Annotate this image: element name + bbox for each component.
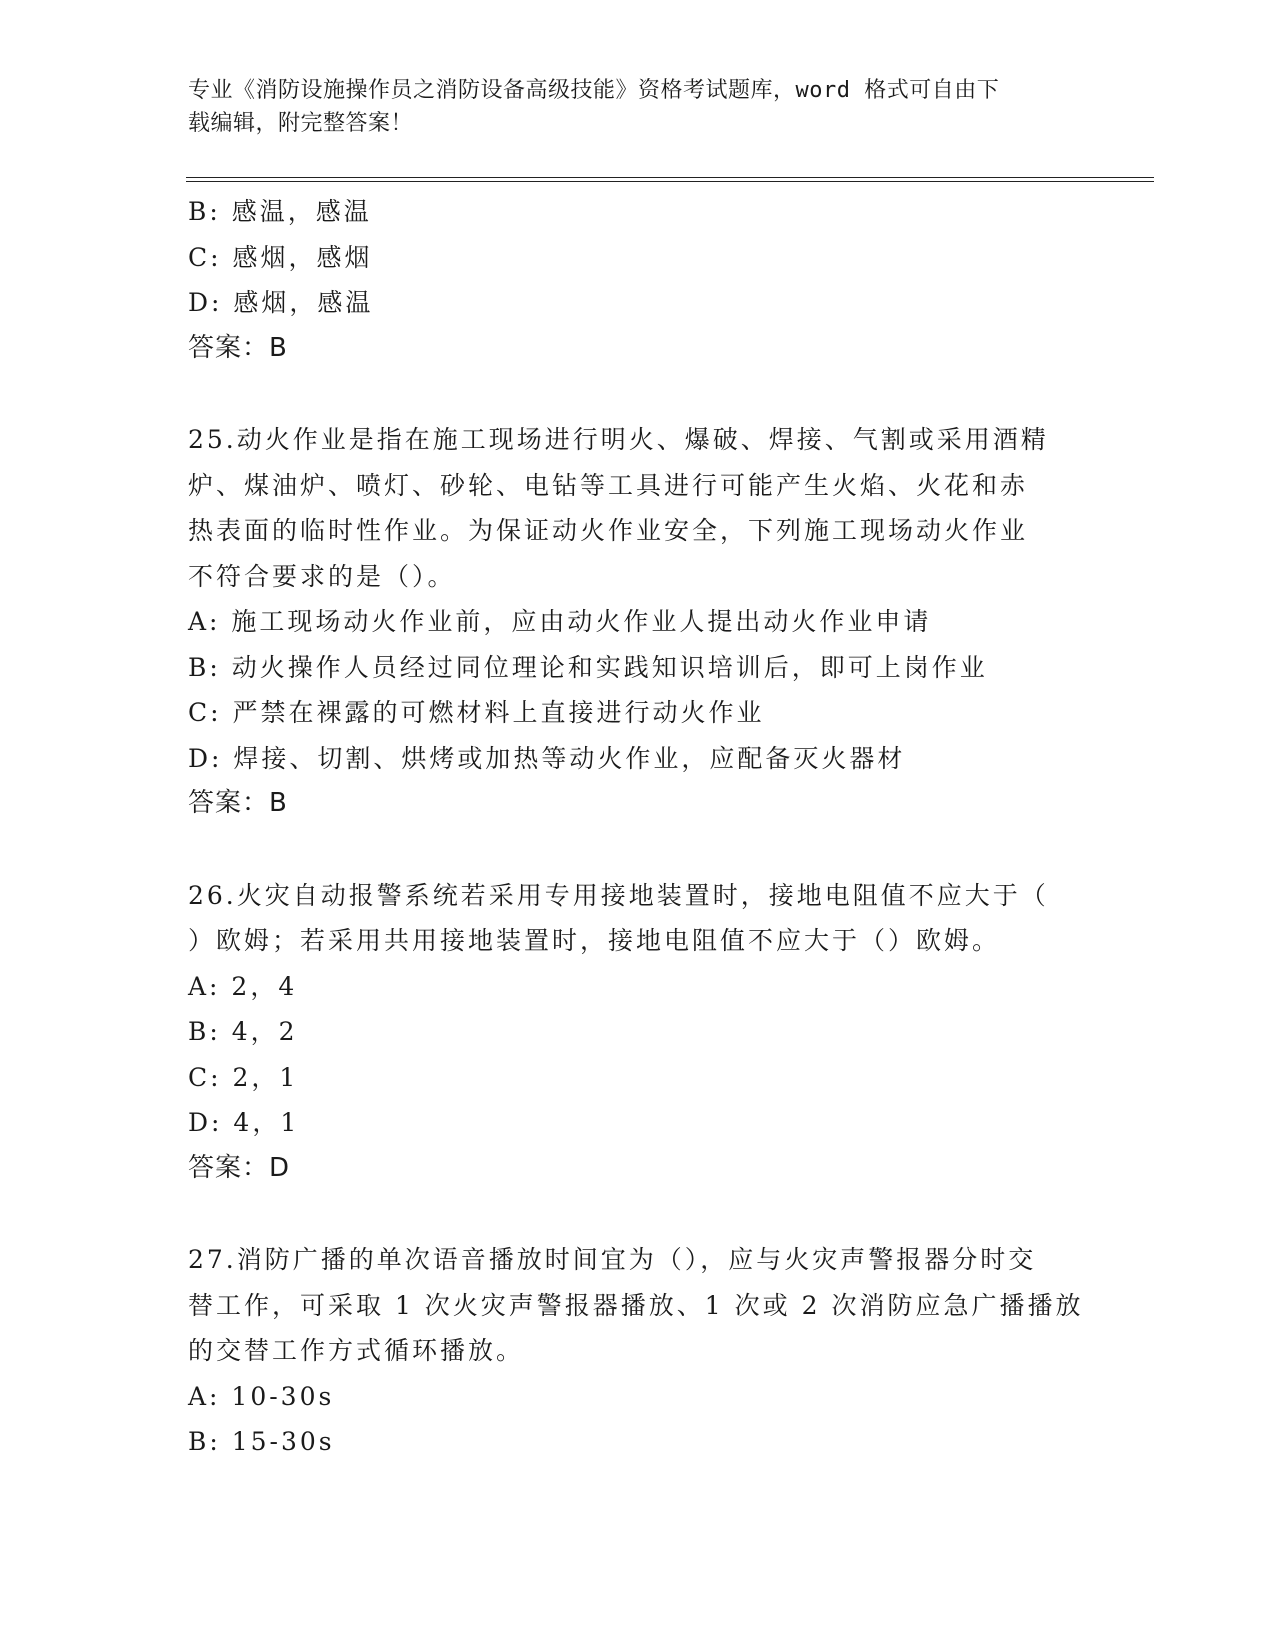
option-b: B: 动火操作人员经过同位理论和实践知识培训后，即可上岗作业	[188, 652, 988, 682]
option-c: C: 严禁在裸露的可燃材料上直接进行动火作业	[188, 698, 765, 727]
header-line-1: 专业《消防设施操作员之消防设备高级技能》资格考试题库，word 格式可自由下	[188, 78, 1000, 103]
answer-line: 答案：B	[188, 788, 288, 818]
question-line: ）欧姆；若采用共用接地装置时，接地电阻值不应大于（）欧姆。	[188, 926, 1001, 955]
question-line: 热表面的临时性作业。为保证动火作业安全，下列施工现场动火作业	[188, 516, 1029, 545]
question-line: 27.消防广播的单次语音播放时间宜为（），应与火灾声警报器分时交	[188, 1245, 1037, 1274]
document-header	[188, 74, 1068, 140]
header-divider-top	[186, 177, 1154, 178]
option-b: B: 4，2	[188, 1017, 298, 1046]
option-a: A: 施工现场动火作业前，应由动火作业人提出动火作业申请	[188, 607, 932, 636]
question-text	[188, 873, 1088, 964]
option-d: D: 焊接、切割、烘烤或加热等动火作业，应配备灭火器材	[188, 743, 906, 773]
question-line: 替工作，可采取 1 次火灾声警报器播放、1 次或 2 次消防应急广播播放	[188, 1290, 1084, 1320]
option-b: B: 15-30s	[188, 1427, 335, 1456]
question-line: 的交替工作方式循环播放。	[188, 1336, 525, 1365]
option-b: B: 感温，感温	[188, 197, 372, 226]
header-divider-bottom	[186, 181, 1154, 182]
question-line: 炉、煤油炉、喷灯、砂轮、电钻等工具进行可能产生火焰、火花和赤	[188, 470, 1029, 500]
answer-line: 答案：B	[188, 332, 288, 363]
answer-line: 答案：D	[188, 1152, 291, 1183]
question-text	[188, 1237, 1088, 1374]
question-25	[188, 417, 1088, 827]
option-a: A: 10-30s	[188, 1381, 335, 1411]
option-d: D: 感烟，感温	[188, 288, 374, 317]
option-c: C: 2，1	[188, 1062, 299, 1092]
question-27	[188, 1237, 1088, 1465]
question-line: 26.火灾自动报警系统若采用专用接地装置时，接地电阻值不应大于（	[188, 880, 1049, 910]
question-text	[188, 417, 1088, 599]
question-26	[188, 873, 1088, 1192]
question-line: 25.动火作业是指在施工现场进行明火、爆破、焊接、气割或采用酒精	[188, 425, 1049, 454]
option-a: A: 2，4	[188, 971, 298, 1001]
header-line-2: 载编辑，附完整答案！	[188, 111, 414, 136]
document-body	[188, 189, 1088, 1465]
option-c: C: 感烟，感烟	[188, 242, 373, 272]
option-d: D: 4，1	[188, 1108, 300, 1137]
prev-question	[188, 189, 1088, 371]
question-line: 不符合要求的是（）。	[188, 561, 456, 591]
